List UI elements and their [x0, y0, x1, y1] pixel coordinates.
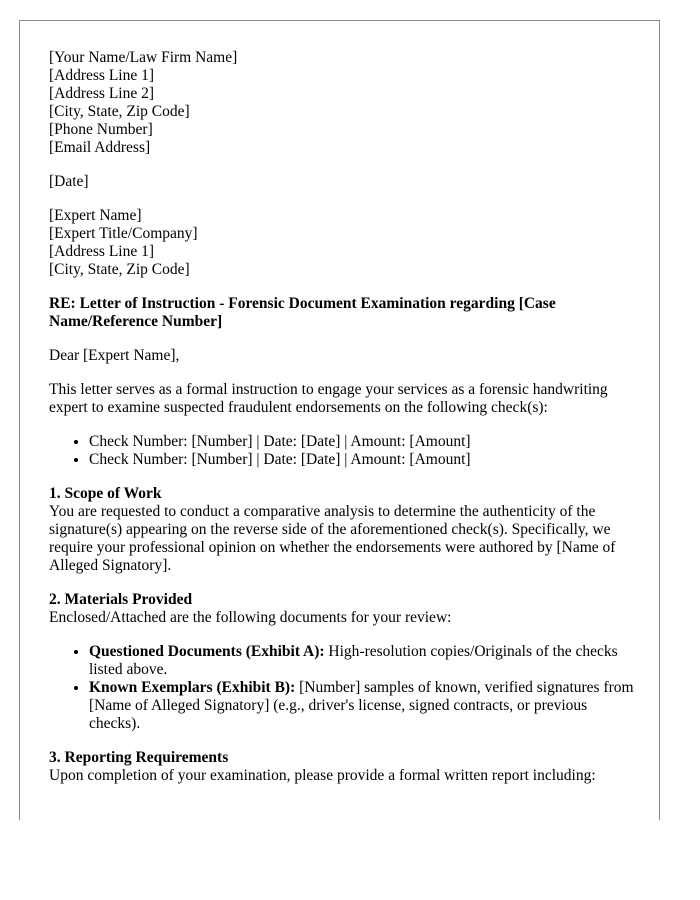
recipient-title-company: [Expert Title/Company]: [49, 225, 198, 242]
letter-content: [49, 49, 639, 801]
materials-list-item: [89, 643, 639, 679]
materials-item-label: Known Exemplars (Exhibit B):: [89, 679, 296, 696]
letter-page: [19, 20, 660, 820]
scope-body: You are requested to conduct a comparative analysis to determine the authenticity of the signature(s) appearing on the reverse side of the aforementioned check(s). Specifically, we require your professional opinion on whether the endorsements were authored by [Name of Alleged Signatory].: [49, 503, 616, 574]
scope-heading: 1. Scope of Work: [49, 485, 162, 502]
materials-item-text: High-resolution copies/Originals of the checks listed above.: [89, 643, 618, 678]
reporting-body: Upon completion of your examination, please provide a formal written report including:: [49, 767, 596, 784]
check-list-item: • Check Number: [Number] | Date: [Date] | Amount: [Amount]: [89, 433, 639, 451]
recipient-city-state-zip: [City, State, Zip Code]: [49, 261, 190, 278]
sender-city-state-zip: [City, State, Zip Code]: [49, 103, 190, 120]
letter-date: [Date]: [49, 173, 89, 190]
sender-name-firm: [Your Name/Law Firm Name]: [49, 49, 238, 66]
recipient-block: [49, 207, 639, 279]
recipient-name: [Expert Name]: [49, 207, 142, 224]
materials-heading: 2. Materials Provided: [49, 591, 193, 608]
materials-item-label: Questioned Documents (Exhibit A):: [89, 643, 325, 660]
date-block: [49, 173, 639, 191]
check-list-item: • Check Number: [Number] | Date: [Date] | Amount: [Amount]: [89, 451, 639, 469]
materials-list-item: [89, 679, 639, 733]
intro-paragraph: This letter serves as a formal instruction to engage your services as a forensic handwriting expert to examine suspected fraudulent endorsements on the following check(s):: [49, 381, 608, 416]
re-line: RE: Letter of Instruction - Forensic Document Examination regarding [Case Name/Reference Number]: [49, 295, 556, 330]
recipient-address-line-1: [Address Line 1]: [49, 243, 155, 260]
materials-list: [49, 643, 639, 733]
materials-body: Enclosed/Attached are the following documents for your review:: [49, 609, 452, 626]
salutation: Dear [Expert Name],: [49, 347, 180, 364]
materials-section: [49, 591, 639, 733]
sender-phone: [Phone Number]: [49, 121, 153, 138]
sender-address-line-2: [Address Line 2]: [49, 85, 155, 102]
materials-item-text: [Number] samples of known, verified signatures from [Name of Alleged Signatory] (e.g., driver's license, signed contracts, or previous checks).: [89, 679, 634, 732]
reporting-section: [49, 749, 639, 785]
sender-email: [Email Address]: [49, 139, 151, 156]
sender-address-line-1: [Address Line 1]: [49, 67, 155, 84]
check-list: [49, 433, 639, 469]
scope-section: [49, 485, 639, 575]
reporting-heading: 3. Reporting Requirements: [49, 749, 229, 766]
sender-block: [49, 49, 639, 157]
